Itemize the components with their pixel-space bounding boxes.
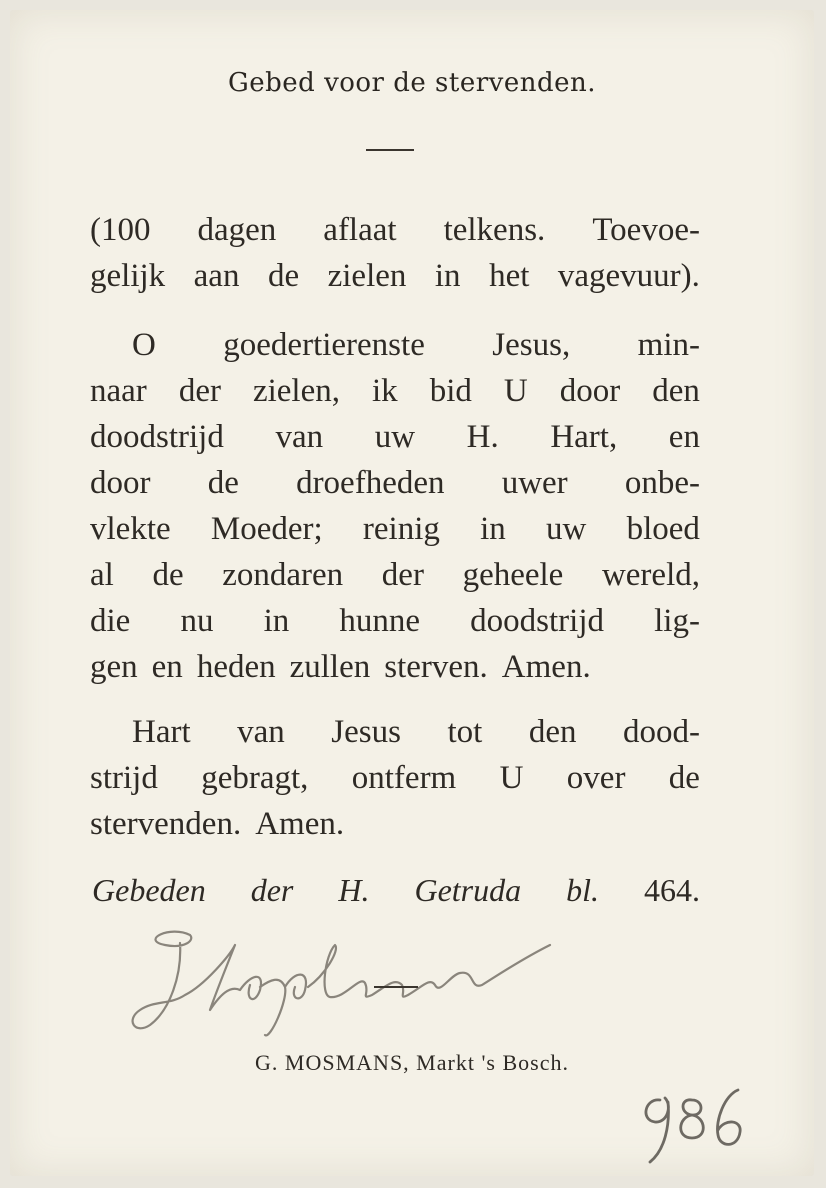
title-divider: [366, 149, 414, 151]
word: gebragt,: [201, 760, 309, 796]
publisher-line: G. MOSMANS, Markt 's Bosch.: [255, 1050, 569, 1075]
word: de: [152, 557, 184, 593]
text-line: [90, 368, 700, 414]
word: vagevuur).: [557, 258, 700, 294]
prayer-card: [10, 10, 814, 1176]
word: O: [132, 327, 156, 363]
text-line: [90, 414, 700, 460]
word: wereld,: [601, 557, 700, 593]
word: van: [237, 714, 285, 750]
handwritten-signature: [110, 915, 590, 1045]
word: ik: [372, 373, 398, 409]
word: naar: [90, 373, 147, 409]
word: Hart,: [550, 419, 618, 455]
word: den: [528, 714, 577, 750]
text-line: [90, 506, 700, 552]
word: zondaren: [222, 557, 344, 593]
text-line: [90, 207, 700, 253]
word: vlekte: [90, 511, 171, 547]
footer-divider: [374, 986, 418, 988]
word: sterven.: [384, 649, 488, 685]
word: Toevoe-: [592, 212, 700, 248]
word: stervenden.: [90, 806, 242, 842]
word: Amen.: [255, 806, 345, 842]
word: dood-: [622, 714, 700, 750]
handwritten-catalog-number: [630, 1070, 760, 1170]
word: uwer: [501, 465, 568, 501]
text-line: [90, 253, 700, 299]
word: goedertierenste: [223, 327, 425, 363]
word: geheele: [462, 557, 564, 593]
word: de: [267, 258, 300, 294]
word: min-: [637, 327, 700, 363]
word: de: [668, 760, 700, 796]
word: strijd: [90, 760, 158, 796]
word: over: [566, 760, 626, 796]
text-line: [90, 322, 700, 368]
word: al: [90, 557, 114, 593]
word: aflaat: [323, 212, 397, 248]
word: het: [489, 258, 530, 294]
word: der: [178, 373, 221, 409]
card-title: Gebed voor de stervenden.: [227, 68, 597, 98]
text-line: [90, 460, 700, 506]
word: ontferm: [351, 760, 457, 796]
prayer-paragraph: [90, 322, 700, 690]
word: de: [207, 465, 239, 501]
word: Jesus,: [492, 327, 571, 363]
word: aan: [193, 258, 240, 294]
word: in: [434, 258, 461, 294]
word: zielen,: [252, 373, 340, 409]
word: heden: [196, 649, 276, 685]
word: door: [90, 465, 151, 501]
word: lig-: [654, 603, 700, 639]
word: in: [263, 603, 290, 639]
word: U: [503, 373, 528, 409]
word: der: [381, 557, 424, 593]
source-page: 464.: [644, 872, 701, 908]
word: reinig: [362, 511, 440, 547]
word: Hart: [132, 714, 191, 750]
word: Moeder;: [210, 511, 323, 547]
word: die: [90, 603, 131, 639]
text-line: [90, 552, 700, 598]
word: en: [151, 649, 183, 685]
word: bid: [429, 373, 472, 409]
word: den: [652, 373, 700, 409]
word: zielen: [327, 258, 407, 294]
word: uw: [374, 419, 416, 455]
word: gen: [90, 649, 138, 685]
text-line: [90, 598, 700, 644]
word: hunne: [339, 603, 421, 639]
indulgence-note: [90, 207, 700, 299]
word: doodstrijd: [90, 419, 224, 455]
word: doodstrijd: [470, 603, 604, 639]
word: nu: [180, 603, 214, 639]
word: van: [275, 419, 324, 455]
word: droefheden: [296, 465, 445, 501]
word: telkens.: [443, 212, 546, 248]
word: uw: [546, 511, 587, 547]
text-line: [90, 709, 700, 755]
word: U: [499, 760, 524, 796]
text-line: [90, 755, 700, 801]
word: H.: [466, 419, 499, 455]
word: in: [480, 511, 506, 547]
word: Amen.: [501, 649, 591, 685]
word: en: [668, 419, 700, 455]
word: dagen: [197, 212, 277, 248]
word: door: [559, 373, 621, 409]
source-reference: [92, 872, 700, 909]
word: bloed: [626, 511, 700, 547]
text-line: [90, 801, 700, 847]
word: Jesus: [331, 714, 401, 750]
word: tot: [447, 714, 483, 750]
word: onbe-: [624, 465, 700, 501]
source-text: Gebeden der H. Getruda bl.: [92, 872, 600, 908]
invocation-paragraph: [90, 709, 700, 847]
word: (100: [90, 212, 151, 248]
word: zullen: [289, 649, 371, 685]
word: gelijk: [90, 258, 166, 294]
text-line: [90, 644, 700, 690]
